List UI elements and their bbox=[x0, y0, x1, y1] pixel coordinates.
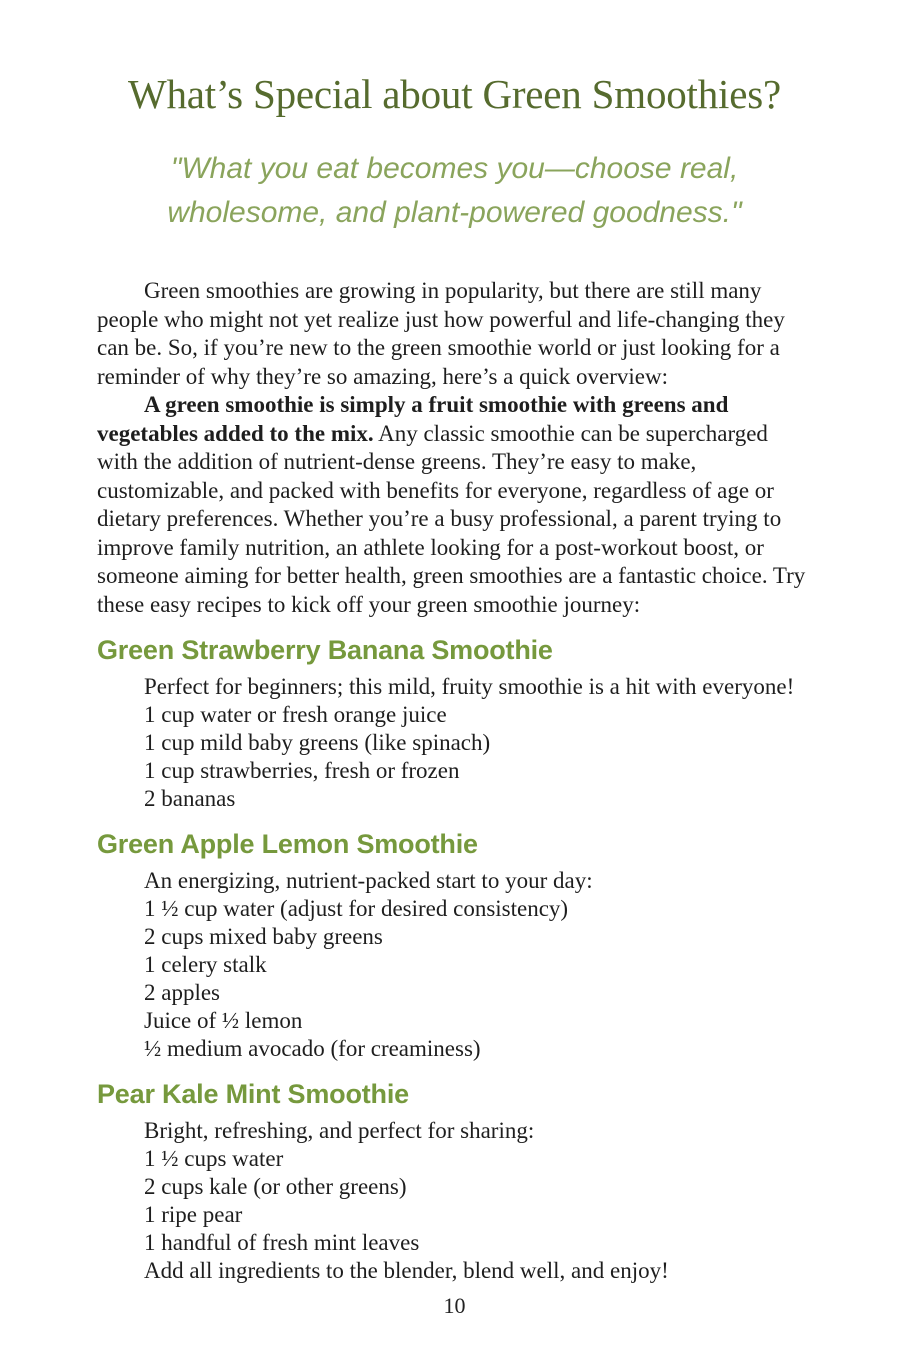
intro-paragraph-2-rest: Any classic smoothie can be supercharged with the addition of nutrient-dense greens. They’re easy to make, customizable, and packed with benefits for everyone, regardless of age or dietary preferences. Whether you’re a busy professional, a parent trying to improve family nutrition, an athlete looking for a post-workout boost, or someone aiming for better health, green smoothies are a fantastic choice. Try these easy recipes to kick off your green smoothie journey: bbox=[97, 420, 806, 617]
page-title: What’s Special about Green Smoothies? bbox=[128, 71, 781, 117]
recipe-line: An energizing, nutrient-packed start to your day: bbox=[144, 868, 593, 893]
recipe-heading: Green Apple Lemon Smoothie bbox=[97, 829, 478, 859]
recipe-line: 2 cups kale (or other greens) bbox=[144, 1174, 407, 1199]
recipe-line: Add all ingredients to the blender, blend well, and enjoy! bbox=[144, 1258, 669, 1283]
recipe-heading: Pear Kale Mint Smoothie bbox=[97, 1079, 409, 1109]
recipe-section-apple-lemon bbox=[97, 829, 812, 1063]
recipe-line: Juice of ½ lemon bbox=[144, 1008, 303, 1033]
page-number: 10 bbox=[443, 1293, 466, 1318]
recipe-line: ½ medium avocado (for creaminess) bbox=[144, 1036, 481, 1061]
recipe-heading: Green Strawberry Banana Smoothie bbox=[97, 635, 553, 665]
recipe-line: 1 cup strawberries, fresh or frozen bbox=[144, 758, 460, 783]
recipe-line: 1 ½ cup water (adjust for desired consistency) bbox=[144, 896, 569, 921]
intro-paragraph-1: Green smoothies are growing in popularity, but there are still many people who might not yet realize just how powerful and life-changing they can be. So, if you’re new to the green smoothie world or just looking for a reminder of why they’re so amazing, here’s a quick overview: bbox=[97, 278, 785, 389]
intro-paragraph-2 bbox=[97, 391, 812, 619]
recipe-line: 1 handful of fresh mint leaves bbox=[144, 1230, 420, 1255]
recipe-line: 1 celery stalk bbox=[144, 952, 267, 977]
recipe-lines bbox=[97, 673, 812, 813]
recipe-line: 1 cup mild baby greens (like spinach) bbox=[144, 730, 491, 755]
recipe-section-strawberry-banana bbox=[97, 635, 812, 813]
recipe-section-pear-kale-mint bbox=[97, 1079, 812, 1285]
pull-quote: "What you eat becomes you—choose real, wholesome, and plant-powered goodness." bbox=[167, 152, 742, 229]
recipe-line: Bright, refreshing, and perfect for sharing: bbox=[144, 1118, 535, 1143]
intro-paragraph-2-lead: A green smoothie is simply a fruit smoothie with greens and vegetables added to the mix. bbox=[97, 392, 729, 446]
recipe-line: 1 cup water or fresh orange juice bbox=[144, 702, 447, 727]
recipe-lines bbox=[97, 867, 812, 1063]
recipe-line: 1 ripe pear bbox=[144, 1202, 243, 1227]
recipe-line: 2 bananas bbox=[144, 786, 236, 811]
recipe-line: 2 cups mixed baby greens bbox=[144, 924, 383, 949]
recipe-line: 1 ½ cups water bbox=[144, 1146, 284, 1171]
recipe-lines bbox=[97, 1117, 812, 1285]
recipe-line: 2 apples bbox=[144, 980, 221, 1005]
recipe-line: Perfect for beginners; this mild, fruity smoothie is a hit with everyone! bbox=[144, 674, 795, 699]
